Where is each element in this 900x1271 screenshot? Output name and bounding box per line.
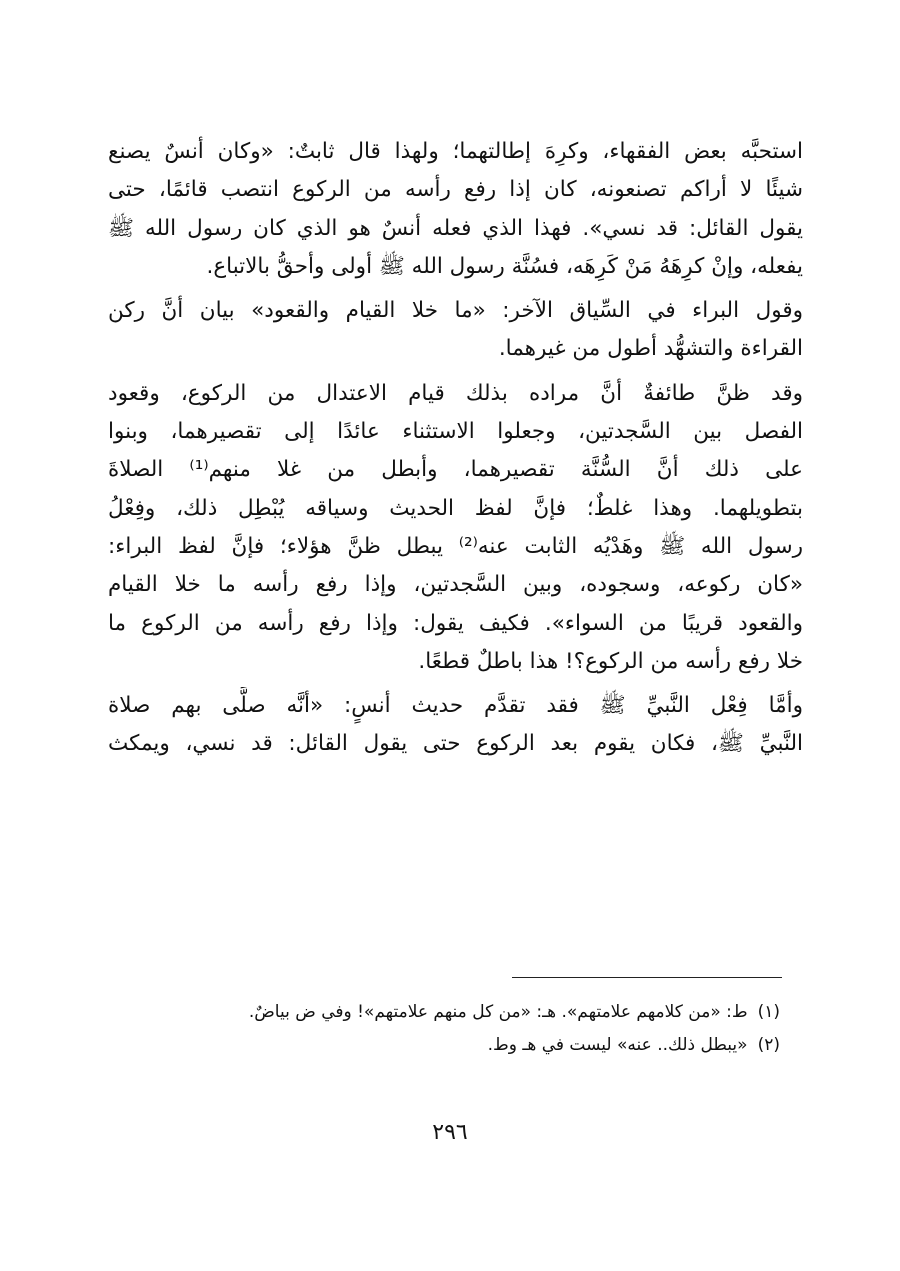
footnotes: [160, 996, 780, 1062]
text-line: وقد ظنَّ طائفةٌ أنَّ مراده بذلك قيام الاعتدال من الركوع، وقعود: [108, 380, 803, 406]
paragraph-3: [108, 375, 803, 681]
text-line: استحبَّه بعض الفقهاء، وكرِهَ إطالتهما؛ ولهذا قال ثابتٌ: «وكان أنسٌ يصنع: [108, 139, 803, 164]
text-line: يفعله، وإنْ كرِهَهُ مَنْ كَرِهَه، فسُنَّة رسول الله ﷺ أولى وأحقُّ بالاتباع.: [206, 253, 803, 279]
text-line: وقول البراء في السِّياق الآخر: «ما خلا القيام والقعود» بيان أنَّ ركن: [108, 298, 803, 324]
text-line: شيئًا لا أراكم تصنعونه، كان إذا رفع رأسه من الركوع انتصب قائمًا، حتى: [108, 177, 803, 203]
footnote-1: [160, 996, 780, 1029]
footnote-text: ط: «من كلامهم علامتهم». هـ: «من كل منهم علامتهم»! وفي ض بياضٌ.: [248, 1002, 748, 1022]
footnote-2: [160, 1029, 780, 1062]
footnote-text: «يبطل ذلك.. عنه» ليست في هـ وط.: [487, 1035, 748, 1055]
text-line: وأمَّا فِعْل النَّبيِّ ﷺ فقد تقدَّم حديث أنسٍ: «أنَّه صلَّى بهم صلاة: [108, 693, 803, 719]
text-line: الفصل بين السَّجدتين، وجعلوا الاستثناء عائدًا إلى تقصيرهما، وبنوا: [108, 419, 803, 445]
text-line: «كان ركوعه، وسجوده، وبين السَّجدتين، وإذا رفع رأسه ما خلا القيام: [108, 572, 803, 598]
paragraph-1: [108, 133, 803, 286]
footnote-number: (١): [757, 1002, 780, 1022]
text-line: خلا رفع رأسه من الركوع؟! هذا باطلٌ قطعًا.: [418, 648, 803, 674]
text-line: رسول الله ﷺ وهَدْيُه الثابت عنه⁽²⁾ يبطل ظنَّ هؤلاء؛ فإنَّ لفظ البراء:: [108, 533, 803, 559]
paragraph-2: [108, 292, 803, 369]
text-line: يقول القائل: قد نسي». فهذا الذي فعله أنسٌ هو الذي كان رسول الله ﷺ: [108, 215, 803, 241]
text-line: القراءة والتشهُّد أطول من غيرهما.: [498, 336, 803, 362]
main-text: [108, 133, 803, 764]
paragraph-4: [108, 687, 803, 764]
text-line: على ذلك أنَّ السُّنَّة تقصيرهما، وأبطل من غلا منهم⁽¹⁾ الصلاةَ: [108, 457, 803, 483]
text-line: النَّبيِّ ﷺ، فكان يقوم بعد الركوع حتى يقول القائل: قد نسي، ويمكث: [108, 731, 803, 757]
text-line: بتطويلهما. وهذا غلطٌ؛ فإنَّ لفظ الحديث وسياقه يُبْطِل ذلك، وفِعْلُ: [108, 495, 803, 521]
footnote-divider: [512, 977, 782, 978]
page-number: ٢٩٦: [432, 1120, 468, 1145]
footnote-number: (٢): [757, 1035, 780, 1055]
text-line: والقعود قريبًا من السواء». فكيف يقول: وإذا رفع رأسه من الركوع ما: [108, 610, 803, 636]
